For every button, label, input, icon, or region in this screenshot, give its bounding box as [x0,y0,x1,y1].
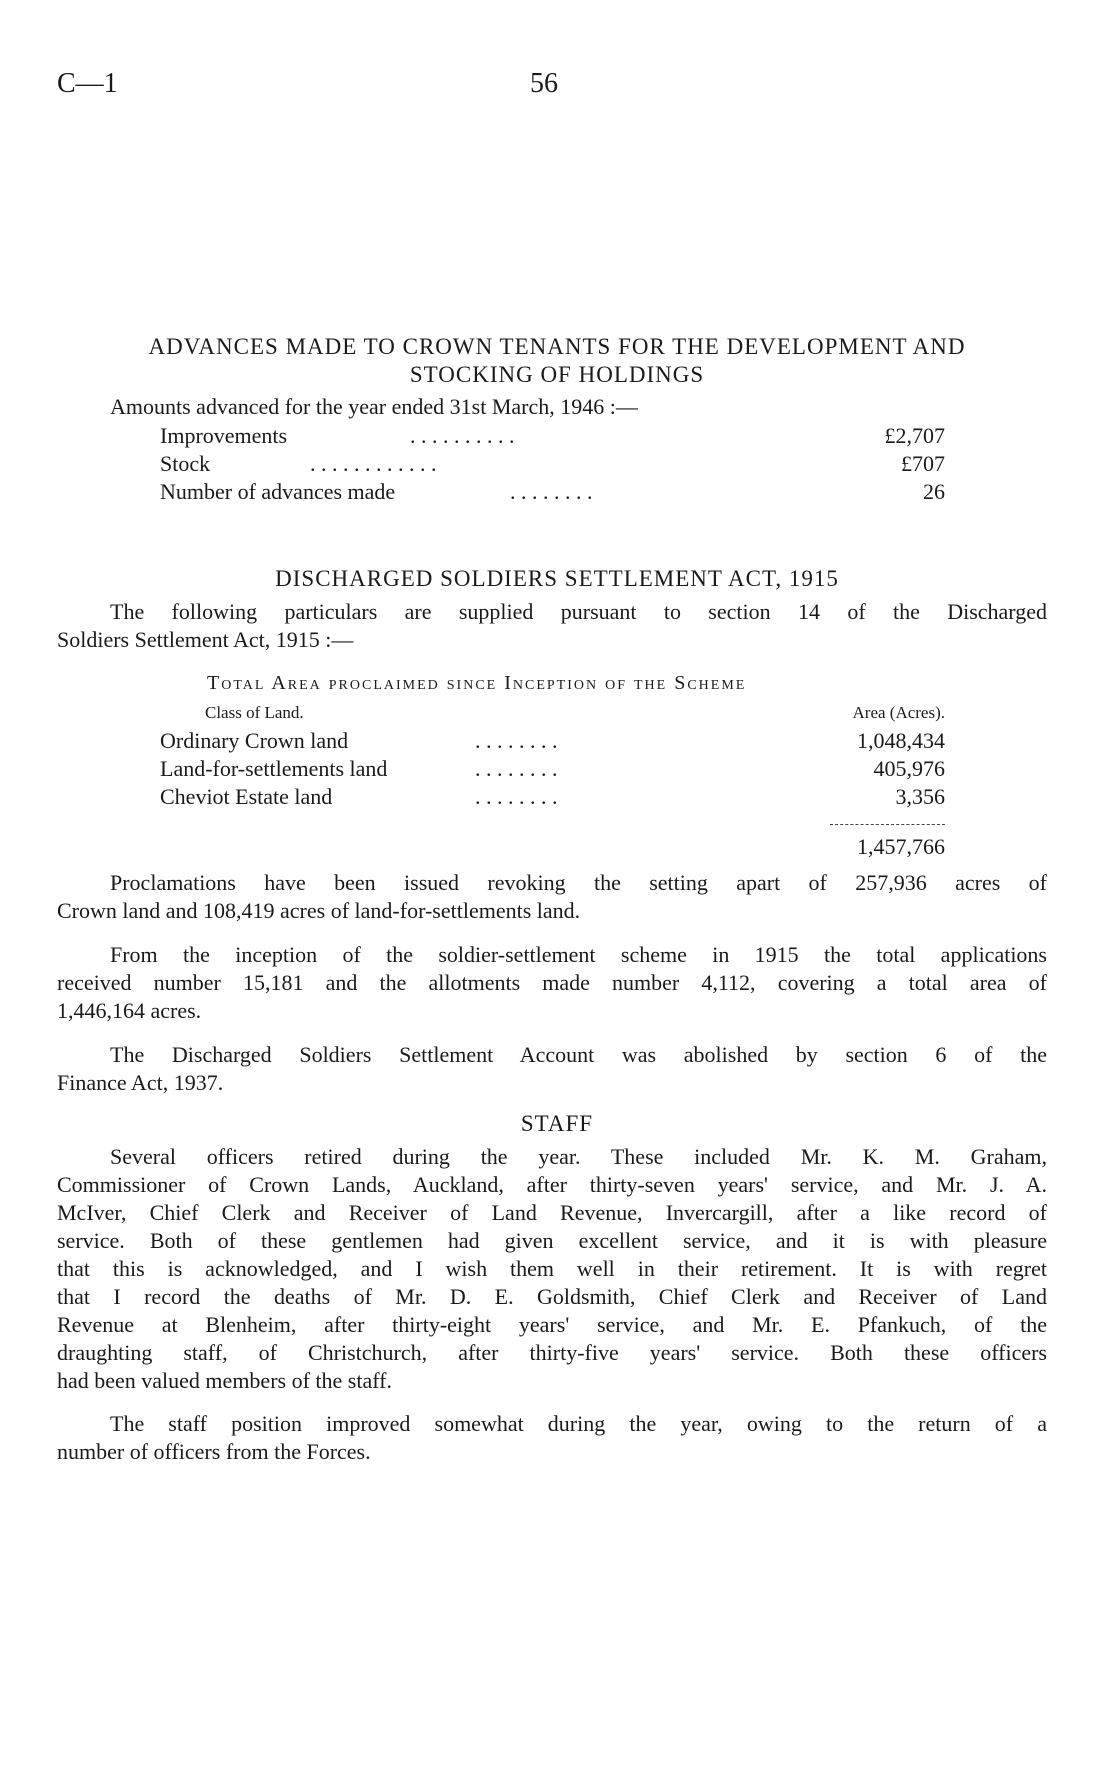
leader-dots: . . . . . . . . . . . . [310,451,437,476]
staff-para-line: that I record the deaths of Mr. D. E. Goldsmith, Chief Clerk and Receiver of Land [57,1284,1047,1309]
advances-row-label: Stock [160,451,211,476]
area-total: 1,457,766 [857,834,945,859]
area-row-label: Ordinary Crown land [160,728,349,753]
advances-row-value: £707 [901,451,945,476]
staff-para-line: that this is acknowledged, and I wish them well in their retirement. It is with regret [57,1256,1047,1281]
area-table-title: Total Area proclaimed since Inception of the Scheme [207,672,747,694]
advances-title-line2: STOCKING OF HOLDINGS [409,362,705,387]
page-number: 56 [530,68,558,99]
advances-row-label: Improvements [160,423,288,448]
advances-row-value: £2,707 [884,423,945,448]
leader-dots: . . . . . . . . [510,479,593,504]
proclamations-line2: Crown land and 108,419 acres of land-for-settlements land. [57,898,581,923]
staff-para-line: McIver, Chief Clerk and Receiver of Land Revenue, Invercargill, after a like record of [57,1200,1047,1225]
inception-line2: received number 15,181 and the allotments made number 4,112, covering a total area of [57,970,1047,995]
area-row-value: 3,356 [895,784,945,809]
account-line1: The Discharged Soldiers Settlement Account was abolished by section 6 of the [110,1042,1047,1067]
discharged-intro-line2: Soldiers Settlement Act, 1915 :— [57,627,354,652]
leader-dots: . . . . . . . . [475,728,558,753]
advances-title-line1: ADVANCES MADE TO CROWN TENANTS FOR THE DEVELOPMENT AND [148,334,966,359]
area-table-col-area: Area (Acres). [852,703,945,722]
staff-para-line: Commissioner of Crown Lands, Auckland, after thirty-seven years' service, and Mr. J. A. [57,1172,1047,1197]
staff-para-line: Several officers retired during the year. These included Mr. K. M. Graham, [110,1144,1047,1169]
advances-row-label: Number of advances made [160,479,396,504]
account-line2: Finance Act, 1937. [57,1070,224,1095]
discharged-title: DISCHARGED SOLDIERS SETTLEMENT ACT, 1915 [275,566,839,591]
inception-line1: From the inception of the soldier-settlement scheme in 1915 the total applications [110,942,1047,967]
inception-line3: 1,446,164 acres. [57,998,202,1023]
staff-position-line2: number of officers from the Forces. [57,1439,371,1464]
leader-dots: . . . . . . . . [475,756,558,781]
total-rule [830,824,945,825]
area-row-value: 1,048,434 [857,728,945,753]
area-table-col-class: Class of Land. [205,703,304,722]
staff-para-line: had been valued members of the staff. [57,1368,392,1393]
area-row-label: Land-for-settlements land [160,756,388,781]
advances-intro: Amounts advanced for the year ended 31st March, 1946 :— [110,394,638,419]
leader-dots: . . . . . . . . . . [410,423,515,448]
discharged-intro-line1: The following particulars are supplied pursuant to section 14 of the Discharged [110,599,1047,624]
leader-dots: . . . . . . . . [475,784,558,809]
staff-para-line: Revenue at Blenheim, after thirty-eight years' service, and Mr. E. Pfankuch, of the [57,1312,1047,1337]
staff-position-line1: The staff position improved somewhat during the year, owing to the return of a [110,1411,1047,1436]
area-row-label: Cheviot Estate land [160,784,333,809]
proclamations-line1: Proclamations have been issued revoking the setting apart of 257,936 acres of [110,870,1047,895]
staff-title: STAFF [520,1111,594,1136]
staff-para-line: draughting staff, of Christchurch, after thirty-five years' service. Both these officers [57,1340,1047,1365]
staff-para-line: service. Both of these gentlemen had given excellent service, and it is with pleasure [57,1228,1047,1253]
advances-row-value: 26 [923,479,945,504]
document-code: C—1 [57,68,118,99]
area-row-value: 405,976 [873,756,945,781]
